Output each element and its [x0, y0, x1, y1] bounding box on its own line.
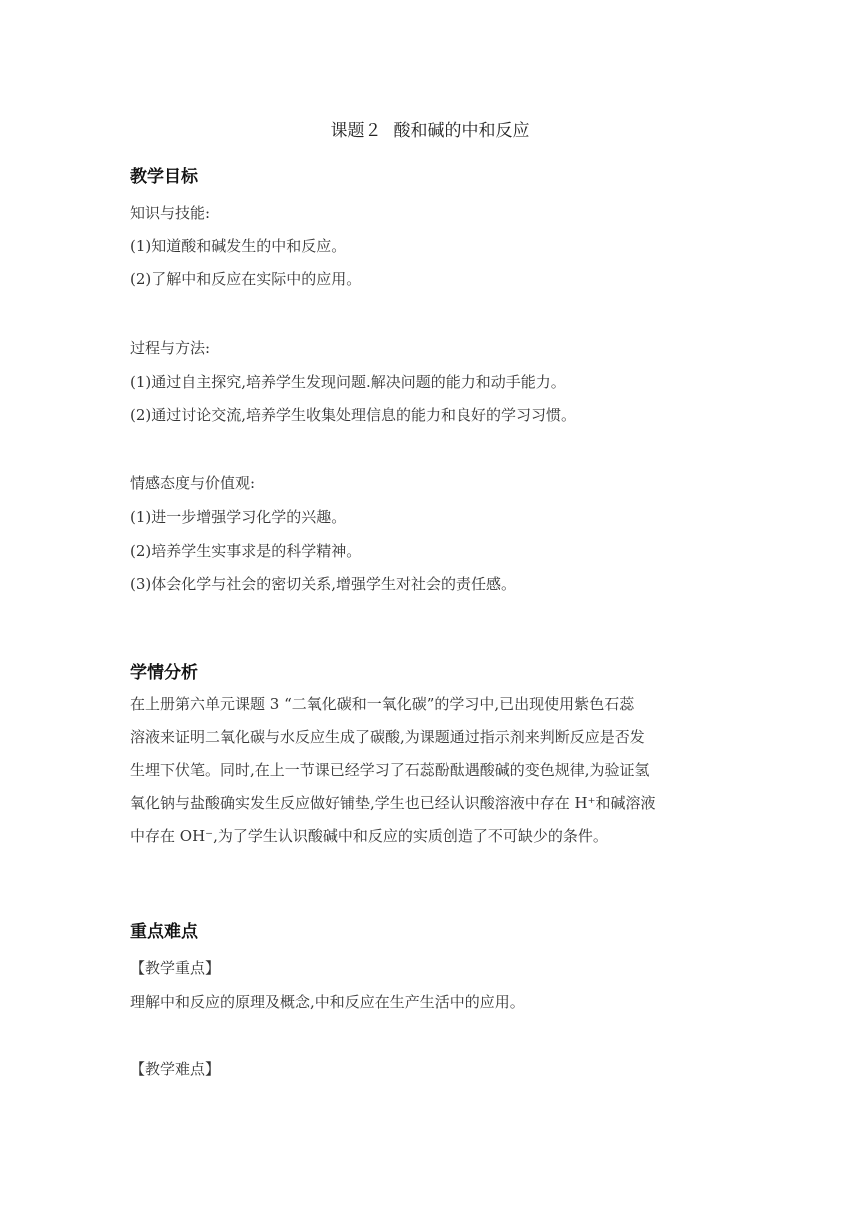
analysis-line: 中存在 OH⁻,为了学生认识酸碱中和反应的实质创造了不可缺少的条件。 — [130, 827, 608, 845]
lesson-title-text: 酸和碱的中和反应 — [393, 121, 530, 141]
process-item: (1)通过自主探究,培养学生发现问题.解决问题的能力和动手能力。 — [130, 373, 566, 391]
objectives-heading: 教学目标 — [130, 167, 198, 187]
focus-text: 理解中和反应的原理及概念,中和反应在生产生活中的应用。 — [130, 993, 525, 1011]
emotion-item: (3)体会化学与社会的密切关系,增强学生对社会的责任感。 — [130, 575, 517, 593]
focus-label: 【教学重点】 — [130, 959, 221, 977]
lesson-title — [0, 116, 860, 141]
keypoints-heading: 重点难点 — [130, 922, 198, 942]
knowledge-item: (2)了解中和反应在实际中的应用。 — [130, 270, 362, 288]
analysis-line: 氧化钠与盐酸确实发生反应做好铺垫,学生也已经认识酸溶液中存在 H⁺和碱溶液 — [130, 794, 656, 812]
emotion-item: (2)培养学生实事求是的科学精神。 — [130, 542, 362, 560]
knowledge-item: (1)知道酸和碱发生的中和反应。 — [130, 237, 347, 255]
analysis-line: 溶液来证明二氧化碳与水反应生成了碳酸,为课题通过指示剂来判断反应是否发 — [130, 728, 645, 746]
analysis-paragraph — [130, 688, 734, 853]
lesson-number: 课题２ — [330, 121, 382, 141]
difficulty-label: 【教学难点】 — [130, 1060, 221, 1078]
knowledge-label: 知识与技能: — [130, 204, 211, 222]
emotion-label: 情感态度与价值观: — [130, 474, 256, 492]
process-item: (2)通过讨论交流,培养学生收集处理信息的能力和良好的学习习惯。 — [130, 406, 577, 424]
emotion-item: (1)进一步增强学习化学的兴趣。 — [130, 508, 347, 526]
analysis-line: 在上册第六单元课题 3 “二氧化碳和一氧化碳”的学习中,已出现使用紫色石蕊 — [130, 695, 635, 713]
analysis-heading: 学情分析 — [130, 663, 198, 683]
analysis-line: 生埋下伏笔。同时,在上一节课已经学习了石蕊酚酞遇酸碱的变色规律,为验证氢 — [130, 761, 650, 779]
process-label: 过程与方法: — [130, 339, 211, 357]
